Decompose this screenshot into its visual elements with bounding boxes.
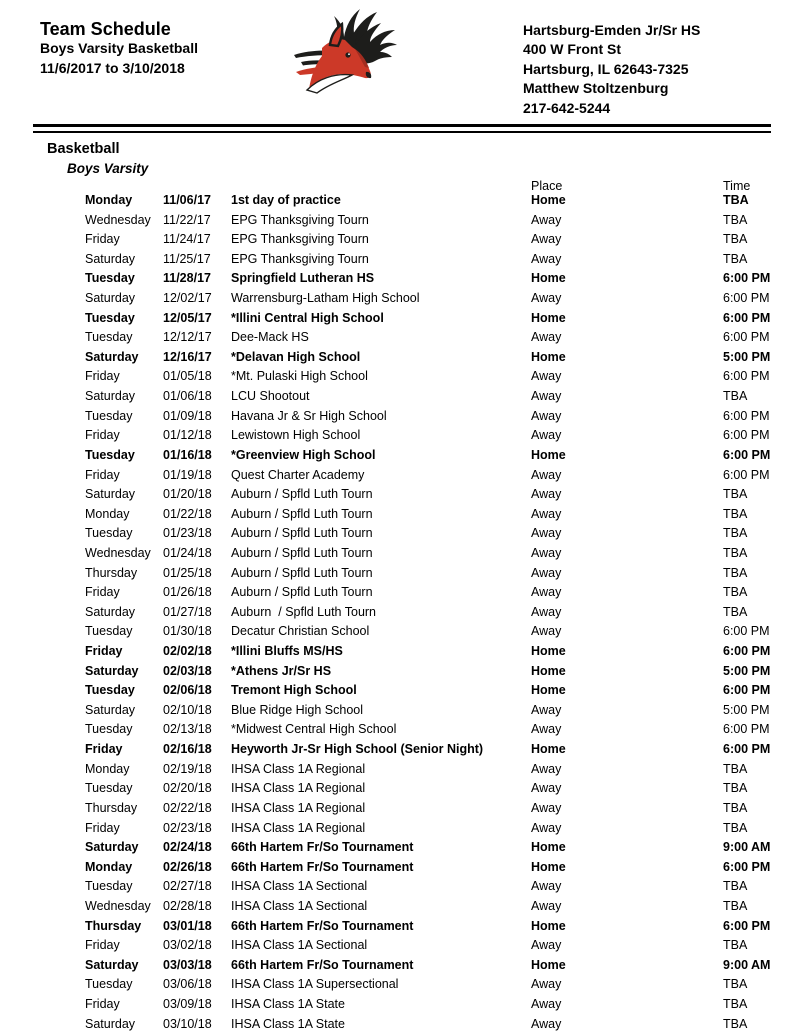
row-time: TBA <box>723 898 748 913</box>
row-time: 6:00 PM <box>723 310 771 325</box>
table-row <box>0 681 800 701</box>
row-day: Tuesday <box>85 781 133 796</box>
row-event: IHSA Class 1A Sectional <box>231 879 368 894</box>
row-date: 01/20/18 <box>163 487 212 502</box>
row-day: Tuesday <box>85 526 133 541</box>
row-event: EPG Thanksgiving Tourn <box>231 251 369 266</box>
page-title: Team Schedule <box>40 19 171 39</box>
team-level-title: Boys Varsity <box>67 161 149 176</box>
table-row <box>0 466 800 486</box>
table-row <box>0 956 800 976</box>
row-event: Blue Ridge High School <box>231 702 364 717</box>
contact-phone: 217-642-5244 <box>523 99 611 116</box>
row-date: 02/16/18 <box>163 742 212 757</box>
row-day: Wednesday <box>85 898 151 913</box>
row-date: 02/13/18 <box>163 722 212 737</box>
row-time: 6:00 PM <box>723 742 771 757</box>
row-date: 03/02/18 <box>163 938 212 953</box>
row-event: Auburn / Spfld Luth Tourn <box>231 585 373 600</box>
row-place: Away <box>531 251 562 266</box>
table-row <box>0 505 800 525</box>
row-place: Home <box>531 271 566 286</box>
row-time: TBA <box>723 761 748 776</box>
row-day: Wednesday <box>85 212 151 227</box>
table-row <box>0 995 800 1015</box>
row-day: Saturday <box>85 604 136 619</box>
row-day: Tuesday <box>85 447 135 462</box>
row-place: Home <box>531 663 566 678</box>
row-day: Saturday <box>85 349 139 364</box>
row-day: Thursday <box>85 800 138 815</box>
row-date: 11/06/17 <box>163 193 211 207</box>
row-event: LCU Shootout <box>231 389 310 404</box>
row-time: TBA <box>723 585 748 600</box>
row-place: Away <box>531 212 562 227</box>
row-time: 6:00 PM <box>723 467 770 482</box>
table-row <box>0 485 800 505</box>
row-place: Home <box>531 644 566 659</box>
row-day: Monday <box>85 761 130 776</box>
row-day: Saturday <box>85 487 136 502</box>
table-row <box>0 583 800 603</box>
row-date: 02/26/18 <box>163 859 212 874</box>
row-time: 6:00 PM <box>723 447 771 462</box>
row-day: Saturday <box>85 1016 136 1031</box>
row-date: 12/12/17 <box>163 330 212 345</box>
row-place: Away <box>531 369 562 384</box>
table-row <box>0 387 800 407</box>
row-event: *Greenview High School <box>231 447 376 462</box>
row-time: TBA <box>723 389 748 404</box>
row-time: 6:00 PM <box>723 271 771 286</box>
row-place: Away <box>531 996 562 1011</box>
row-event: 66th Hartem Fr/So Tournament <box>231 859 414 874</box>
stag-mascot-logo <box>293 4 397 96</box>
row-place: Away <box>531 761 562 776</box>
table-row <box>0 936 800 956</box>
row-time: TBA <box>723 526 748 541</box>
row-date: 01/22/18 <box>163 506 212 521</box>
row-date: 03/01/18 <box>163 918 212 933</box>
row-time: 6:00 PM <box>723 291 770 306</box>
row-place: Away <box>531 408 562 423</box>
row-time: TBA <box>723 604 748 619</box>
row-place: Home <box>531 349 566 364</box>
row-time: TBA <box>723 800 748 815</box>
row-date: 02/28/18 <box>163 898 212 913</box>
row-place: Away <box>531 604 562 619</box>
row-date: 03/09/18 <box>163 996 212 1011</box>
row-time: TBA <box>723 193 749 207</box>
row-day: Saturday <box>85 663 139 678</box>
row-event: 66th Hartem Fr/So Tournament <box>231 957 414 972</box>
row-place: Away <box>531 722 562 737</box>
row-time: TBA <box>723 879 748 894</box>
school-contact-block <box>523 21 700 118</box>
table-row <box>0 740 800 760</box>
table-header-row <box>0 181 800 191</box>
row-place: Home <box>531 840 566 855</box>
row-place: Away <box>531 545 562 560</box>
row-event: 1st day of practice <box>231 193 341 207</box>
table-row <box>0 662 800 682</box>
row-time: 5:00 PM <box>723 663 771 678</box>
table-row <box>0 309 800 329</box>
school-city-state-zip: Hartsburg, IL 62643-7325 <box>523 60 689 77</box>
row-place: Away <box>531 820 562 835</box>
row-day: Friday <box>85 585 120 600</box>
stag-head-icon <box>293 4 397 96</box>
row-day: Friday <box>85 644 123 659</box>
row-time: 9:00 AM <box>723 957 771 972</box>
table-row <box>0 407 800 427</box>
row-place: Away <box>531 977 562 992</box>
row-event: 66th Hartem Fr/So Tournament <box>231 840 414 855</box>
row-place: Away <box>531 585 562 600</box>
row-time: TBA <box>723 1016 748 1031</box>
row-day: Tuesday <box>85 683 135 698</box>
row-time: TBA <box>723 251 748 266</box>
row-date: 02/03/18 <box>163 663 212 678</box>
table-row <box>0 819 800 839</box>
row-event: Heyworth Jr-Sr High School (Senior Night) <box>231 742 484 757</box>
row-place: Home <box>531 310 566 325</box>
row-event: Auburn / Spfld Luth Tourn <box>231 604 377 619</box>
row-day: Tuesday <box>85 310 135 325</box>
table-row <box>0 564 800 584</box>
row-date: 01/12/18 <box>163 428 212 443</box>
row-date: 12/16/17 <box>163 349 212 364</box>
row-place: Away <box>531 781 562 796</box>
row-date: 02/22/18 <box>163 800 212 815</box>
row-day: Thursday <box>85 918 142 933</box>
table-row <box>0 211 800 231</box>
row-event: IHSA Class 1A State <box>231 1016 345 1031</box>
row-place: Home <box>531 957 566 972</box>
table-row <box>0 760 800 780</box>
row-day: Tuesday <box>85 879 133 894</box>
row-event: IHSA Class 1A Supersectional <box>231 977 399 992</box>
table-row <box>0 917 800 937</box>
table-row <box>0 544 800 564</box>
row-place: Away <box>531 702 562 717</box>
row-time: TBA <box>723 565 748 580</box>
row-day: Thursday <box>85 565 138 580</box>
row-date: 11/25/17 <box>163 251 211 266</box>
row-day: Tuesday <box>85 624 133 639</box>
row-time: TBA <box>723 545 748 560</box>
row-event: Dee-Mack HS <box>231 330 309 345</box>
row-date: 11/28/17 <box>163 271 211 286</box>
row-day: Tuesday <box>85 271 135 286</box>
row-event: Havana Jr & Sr High School <box>231 408 387 423</box>
row-day: Friday <box>85 938 120 953</box>
row-time: TBA <box>723 212 748 227</box>
row-date: 01/09/18 <box>163 408 212 423</box>
row-time: 6:00 PM <box>723 644 771 659</box>
row-day: Friday <box>85 369 120 384</box>
row-date: 01/26/18 <box>163 585 212 600</box>
row-event: IHSA Class 1A Sectional <box>231 938 368 953</box>
row-day: Tuesday <box>85 977 133 992</box>
row-event: Auburn / Spfld Luth Tourn <box>231 565 373 580</box>
row-date: 01/30/18 <box>163 624 212 639</box>
row-place: Home <box>531 742 566 757</box>
row-time: TBA <box>723 232 748 247</box>
row-time: 6:00 PM <box>723 428 770 443</box>
row-date: 02/24/18 <box>163 840 212 855</box>
row-date: 03/03/18 <box>163 957 212 972</box>
row-place: Away <box>531 800 562 815</box>
row-day: Monday <box>85 859 133 874</box>
row-place: Away <box>531 938 562 953</box>
table-row <box>0 367 800 387</box>
row-date: 01/05/18 <box>163 369 212 384</box>
row-day: Tuesday <box>85 330 133 345</box>
row-date: 03/10/18 <box>163 1016 212 1031</box>
table-row <box>0 642 800 662</box>
row-place: Away <box>531 467 562 482</box>
row-date: 02/06/18 <box>163 683 212 698</box>
row-time: 5:00 PM <box>723 349 771 364</box>
table-row <box>0 799 800 819</box>
row-date: 12/05/17 <box>163 310 212 325</box>
row-day: Saturday <box>85 291 136 306</box>
row-day: Saturday <box>85 389 136 404</box>
row-time: TBA <box>723 781 748 796</box>
table-row <box>0 622 800 642</box>
table-row <box>0 603 800 623</box>
row-event: Decatur Christian School <box>231 624 370 639</box>
row-day: Saturday <box>85 702 136 717</box>
row-event: EPG Thanksgiving Tourn <box>231 232 369 247</box>
row-event: Auburn / Spfld Luth Tourn <box>231 526 373 541</box>
row-time: 5:00 PM <box>723 702 770 717</box>
row-place: Away <box>531 428 562 443</box>
row-event: EPG Thanksgiving Tourn <box>231 212 369 227</box>
row-event: Springfield Lutheran HS <box>231 271 375 286</box>
table-row <box>0 779 800 799</box>
time-column-header: Time <box>723 179 751 193</box>
row-day: Friday <box>85 996 120 1011</box>
table-row <box>0 348 800 368</box>
row-place: Away <box>531 879 562 894</box>
row-place: Away <box>531 526 562 541</box>
row-place: Away <box>531 232 562 247</box>
row-date: 02/20/18 <box>163 781 212 796</box>
row-date: 02/27/18 <box>163 879 212 894</box>
row-place: Home <box>531 859 566 874</box>
table-row <box>0 446 800 466</box>
row-day: Tuesday <box>85 408 133 423</box>
row-event: 66th Hartem Fr/So Tournament <box>231 918 414 933</box>
row-date: 01/24/18 <box>163 545 212 560</box>
row-date: 01/27/18 <box>163 604 212 619</box>
row-time: TBA <box>723 977 748 992</box>
table-row <box>0 1015 800 1035</box>
row-time: TBA <box>723 506 748 521</box>
row-day: Wednesday <box>85 545 151 560</box>
table-row <box>0 250 800 270</box>
schedule-rows <box>0 191 800 1034</box>
row-date: 01/19/18 <box>163 467 212 482</box>
season-date-range: 11/6/2017 to 3/10/2018 <box>40 60 185 76</box>
row-day: Friday <box>85 467 120 482</box>
row-time: TBA <box>723 820 748 835</box>
row-event: Warrensburg-Latham High School <box>231 291 420 306</box>
sport-section-title: Basketball <box>47 141 120 157</box>
row-time: 6:00 PM <box>723 408 770 423</box>
row-event: IHSA Class 1A Sectional <box>231 898 368 913</box>
row-event: *Delavan High School <box>231 349 361 364</box>
school-address: 400 W Front St <box>523 41 622 58</box>
row-event: Auburn / Spfld Luth Tourn <box>231 506 373 521</box>
row-event: Quest Charter Academy <box>231 467 365 482</box>
row-date: 12/02/17 <box>163 291 212 306</box>
table-row <box>0 877 800 897</box>
row-place: Home <box>531 918 566 933</box>
row-place: Away <box>531 624 562 639</box>
row-time: TBA <box>723 487 748 502</box>
row-event: *Mt. Pulaski High School <box>231 369 368 384</box>
row-time: 6:00 PM <box>723 859 771 874</box>
row-event: *Midwest Central High School <box>231 722 397 737</box>
table-row <box>0 720 800 740</box>
row-time: 6:00 PM <box>723 369 770 384</box>
row-place: Home <box>531 447 566 462</box>
row-time: TBA <box>723 938 748 953</box>
table-row <box>0 269 800 289</box>
table-row <box>0 289 800 309</box>
row-date: 02/23/18 <box>163 820 212 835</box>
row-date: 02/10/18 <box>163 702 212 717</box>
table-row <box>0 897 800 917</box>
row-day: Saturday <box>85 957 139 972</box>
row-date: 02/19/18 <box>163 761 212 776</box>
row-event: Lewistown High School <box>231 428 361 443</box>
row-event: Auburn / Spfld Luth Tourn <box>231 545 373 560</box>
row-event: IHSA Class 1A Regional <box>231 820 366 835</box>
row-event: IHSA Class 1A State <box>231 996 345 1011</box>
row-place: Away <box>531 506 562 521</box>
row-date: 01/25/18 <box>163 565 212 580</box>
row-date: 02/02/18 <box>163 644 212 659</box>
row-day: Tuesday <box>85 722 133 737</box>
row-event: *Illini Bluffs MS/HS <box>231 644 343 659</box>
row-date: 11/22/17 <box>163 212 211 227</box>
table-row <box>0 975 800 995</box>
row-place: Away <box>531 291 562 306</box>
row-place: Away <box>531 565 562 580</box>
row-place: Away <box>531 487 562 502</box>
row-time: 6:00 PM <box>723 624 770 639</box>
schedule-table <box>0 181 800 1034</box>
row-date: 11/24/17 <box>163 232 211 247</box>
row-day: Friday <box>85 742 123 757</box>
row-place: Home <box>531 683 566 698</box>
table-row <box>0 191 800 211</box>
row-event: Auburn / Spfld Luth Tourn <box>231 487 373 502</box>
row-day: Friday <box>85 428 120 443</box>
row-event: *Illini Central High School <box>231 310 384 325</box>
contact-name: Matthew Stoltzenburg <box>523 80 669 97</box>
row-time: 6:00 PM <box>723 330 770 345</box>
row-date: 03/06/18 <box>163 977 212 992</box>
row-place: Home <box>531 193 566 207</box>
row-place: Away <box>531 1016 562 1031</box>
row-event: IHSA Class 1A Regional <box>231 781 366 796</box>
row-day: Friday <box>85 232 120 247</box>
place-column-header: Place <box>531 179 563 193</box>
team-subtitle: Boys Varsity Basketball <box>40 40 198 56</box>
row-place: Away <box>531 898 562 913</box>
divider-rule-thick <box>33 124 771 127</box>
row-event: *Athens Jr/Sr HS <box>231 663 332 678</box>
row-event: IHSA Class 1A Regional <box>231 800 366 815</box>
school-name: Hartsburg-Emden Jr/Sr HS <box>523 22 701 38</box>
table-row <box>0 701 800 721</box>
header-left-block <box>40 19 198 78</box>
row-time: 6:00 PM <box>723 683 771 698</box>
row-day: Saturday <box>85 251 136 266</box>
row-place: Away <box>531 330 562 345</box>
row-time: TBA <box>723 996 748 1011</box>
row-date: 01/23/18 <box>163 526 212 541</box>
row-day: Monday <box>85 506 130 521</box>
row-time: 9:00 AM <box>723 840 771 855</box>
row-day: Monday <box>85 193 133 207</box>
table-row <box>0 838 800 858</box>
table-row <box>0 858 800 878</box>
divider-rule-thin <box>33 131 771 133</box>
table-row <box>0 328 800 348</box>
row-day: Friday <box>85 820 120 835</box>
table-row <box>0 230 800 250</box>
table-row <box>0 426 800 446</box>
row-place: Away <box>531 389 562 404</box>
row-time: 6:00 PM <box>723 722 770 737</box>
table-row <box>0 524 800 544</box>
row-event: Tremont High School <box>231 683 357 698</box>
row-day: Saturday <box>85 840 139 855</box>
row-time: 6:00 PM <box>723 918 771 933</box>
row-date: 01/06/18 <box>163 389 212 404</box>
row-date: 01/16/18 <box>163 447 212 462</box>
row-event: IHSA Class 1A Regional <box>231 761 366 776</box>
